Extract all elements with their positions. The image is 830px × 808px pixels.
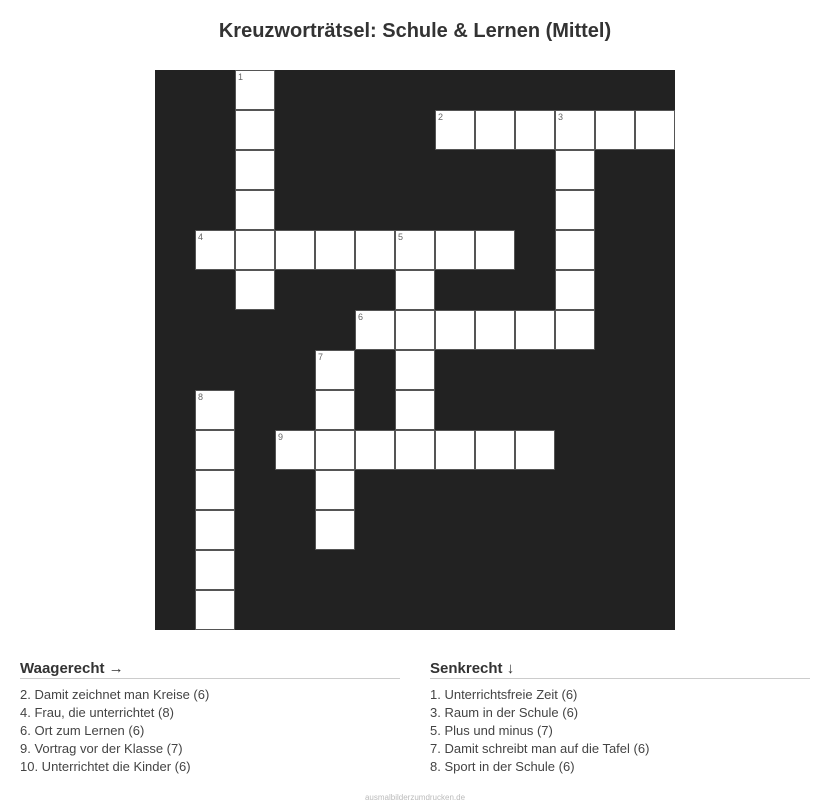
clue-number: 1: [238, 72, 244, 82]
crossword-cell[interactable]: [555, 270, 595, 310]
across-heading: Waagerecht →: [20, 660, 400, 679]
crossword-cell[interactable]: [555, 310, 595, 350]
crossword-cell[interactable]: [315, 230, 355, 270]
clue-number: 8: [198, 392, 204, 402]
crossword-cell[interactable]: [195, 430, 235, 470]
crossword-cell[interactable]: [475, 230, 515, 270]
crossword-cell[interactable]: [435, 110, 475, 150]
crossword-cell[interactable]: [435, 310, 475, 350]
crossword-cell[interactable]: [555, 110, 595, 150]
crossword-cell[interactable]: [635, 110, 675, 150]
crossword-cell[interactable]: [555, 150, 595, 190]
down-clue: 5. Plus und minus (7): [430, 723, 553, 738]
crossword-cell[interactable]: [315, 350, 355, 390]
across-clue: 2. Damit zeichnet man Kreise (6): [20, 687, 210, 702]
down-clue: 7. Damit schreibt man auf die Tafel (6): [430, 741, 650, 756]
down-clue: 3. Raum in der Schule (6): [430, 705, 579, 720]
clue-number: 4: [198, 232, 204, 242]
crossword-cell[interactable]: [595, 110, 635, 150]
clue-number: 3: [558, 112, 564, 122]
across-clues: [20, 660, 400, 776]
clue-number: 6: [358, 312, 364, 322]
crossword-cell[interactable]: [315, 470, 355, 510]
across-clue: 6. Ort zum Lernen (6): [20, 723, 145, 738]
crossword-cell[interactable]: [555, 190, 595, 230]
crossword-cell[interactable]: [395, 350, 435, 390]
crossword-cell[interactable]: [275, 230, 315, 270]
crossword-cell[interactable]: [195, 390, 235, 430]
crossword-grid: [155, 70, 675, 630]
down-clues: [430, 660, 810, 776]
crossword-cell[interactable]: [235, 190, 275, 230]
crossword-cell[interactable]: [235, 110, 275, 150]
crossword-cell[interactable]: [515, 430, 555, 470]
page-title: Kreuzworträtsel: Schule & Lernen (Mittel): [218, 20, 612, 42]
crossword-cell[interactable]: [515, 310, 555, 350]
crossword-cell[interactable]: [355, 310, 395, 350]
clue-number: 5: [398, 232, 404, 242]
footer-watermark: ausmalbilderzumdrucken.de: [364, 793, 466, 802]
crossword-cell[interactable]: [315, 430, 355, 470]
crossword-cell[interactable]: [395, 390, 435, 430]
down-clue: 8. Sport in der Schule (6): [430, 759, 575, 774]
crossword-cell[interactable]: [395, 430, 435, 470]
clue-number: 2: [438, 112, 444, 122]
crossword-cell[interactable]: [515, 110, 555, 150]
crossword-cell[interactable]: [235, 270, 275, 310]
clue-number: 9: [278, 432, 284, 442]
across-clue: 4. Frau, die unterrichtet (8): [20, 705, 174, 720]
crossword-cell[interactable]: [395, 310, 435, 350]
clue-number: 7: [318, 352, 324, 362]
across-clue: 10. Unterrichtet die Kinder (6): [20, 759, 191, 774]
crossword-cell[interactable]: [315, 510, 355, 550]
crossword-cell[interactable]: [195, 590, 235, 630]
crossword-cell[interactable]: [235, 150, 275, 190]
across-clue: 9. Vortrag vor der Klasse (7): [20, 741, 183, 756]
crossword-cell[interactable]: [435, 430, 475, 470]
crossword-cell[interactable]: [195, 470, 235, 510]
crossword-cell[interactable]: [555, 230, 595, 270]
crossword-cell[interactable]: [435, 230, 475, 270]
crossword-cell[interactable]: [195, 230, 235, 270]
crossword-cell[interactable]: [475, 430, 515, 470]
crossword-cell[interactable]: [395, 270, 435, 310]
crossword-cell[interactable]: [195, 550, 235, 590]
down-clue: 1. Unterrichtsfreie Zeit (6): [430, 687, 578, 702]
crossword-cell[interactable]: [355, 430, 395, 470]
crossword-cell[interactable]: [475, 310, 515, 350]
crossword-cell[interactable]: [275, 430, 315, 470]
crossword-cell[interactable]: [475, 110, 515, 150]
crossword-cell[interactable]: [235, 230, 275, 270]
crossword-cell[interactable]: [355, 230, 395, 270]
crossword-cell[interactable]: [315, 390, 355, 430]
crossword-cell[interactable]: [395, 230, 435, 270]
crossword-cell[interactable]: [235, 70, 275, 110]
crossword-cell[interactable]: [195, 510, 235, 550]
down-heading: Senkrecht ↓: [430, 660, 810, 679]
